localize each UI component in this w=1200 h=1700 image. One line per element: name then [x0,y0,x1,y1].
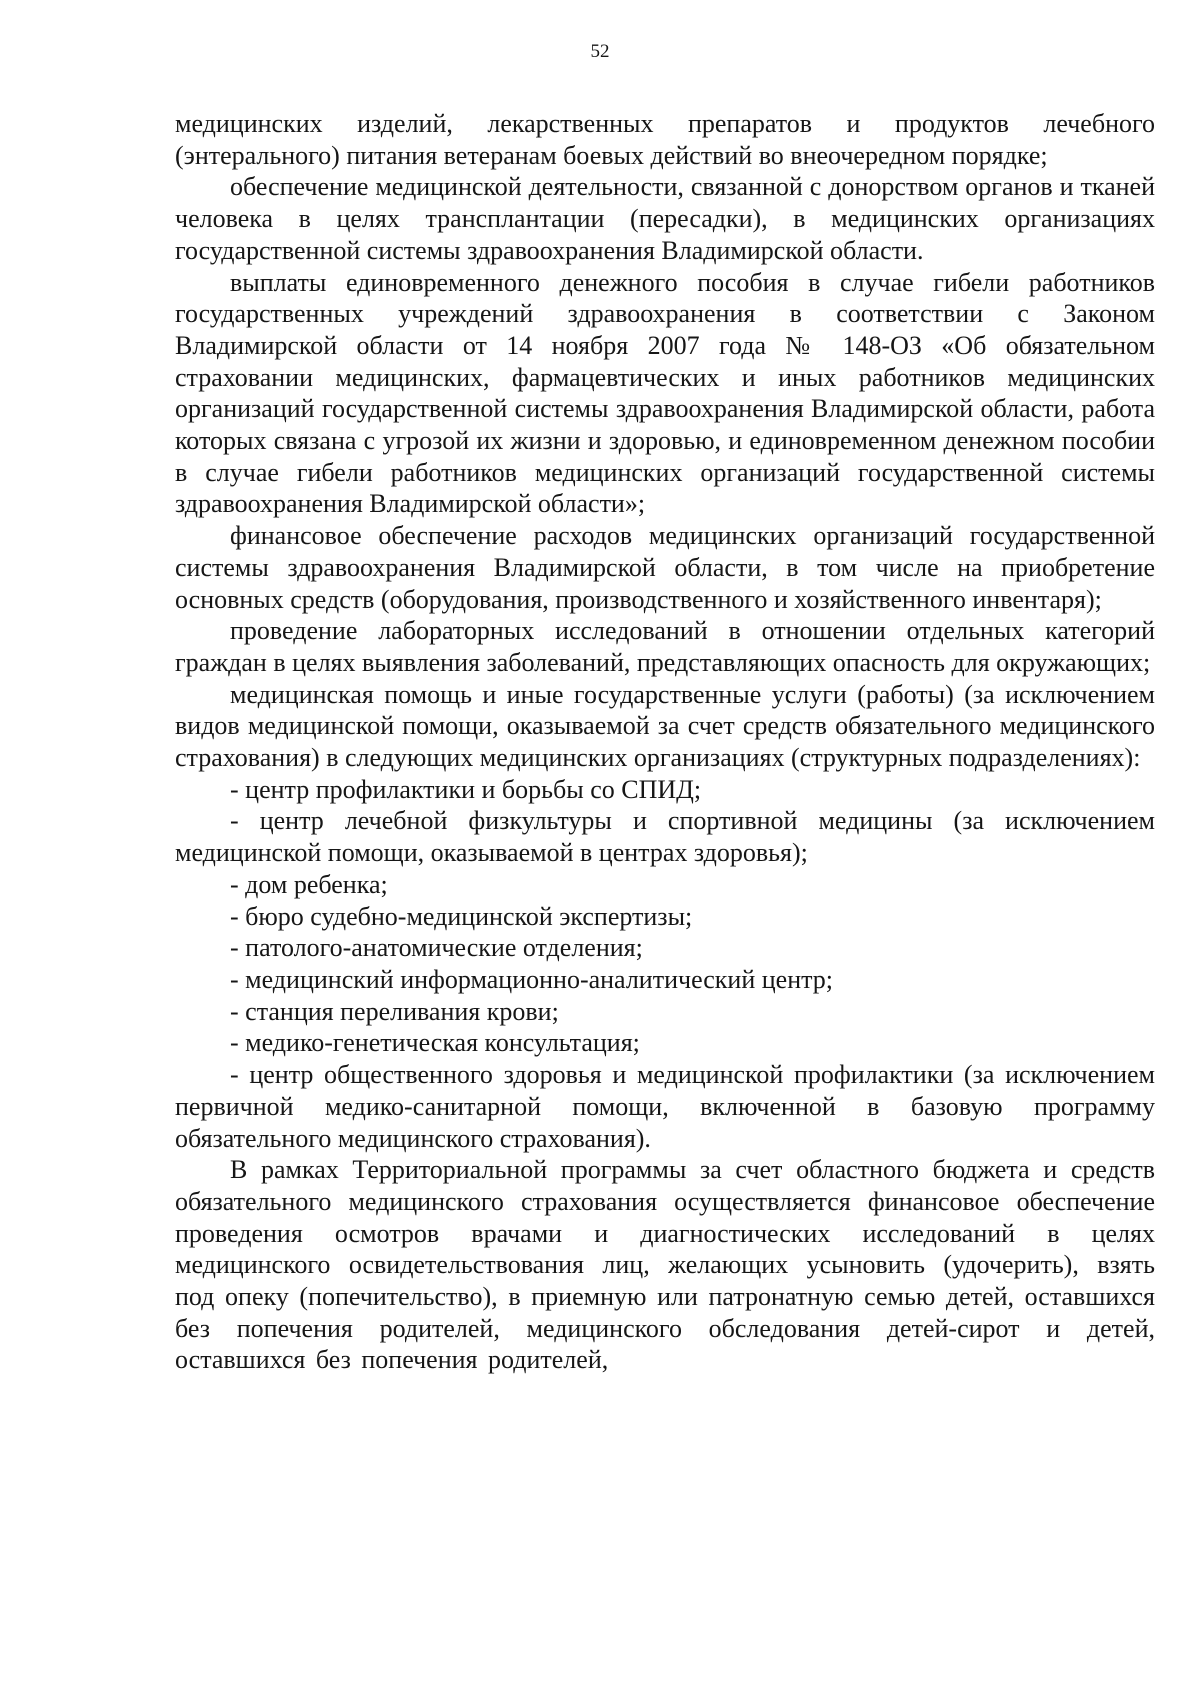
paragraph-3: выплаты единовременного денежного пособия в случае гибели работников государственных учреждений здравоохранения в соответствии с Законом Владимирской области от 14 ноября 2007 года № 148-ОЗ «Об обязательном страховании медицинских, фармацевтических и иных работников медицинских организаций государственной системы здравоохранения Владимирской области, работа которых связана с угрозой их жизни и здоровью, и единовременном денежном пособии в случае гибели работников медицинских организаций государственной системы здравоохранения Владимирской области»; [175,267,1155,519]
page-number: 52 [590,41,610,62]
list-item-information-center: - медицинский информационно-аналитический центр; [230,964,834,994]
paragraph-1: медицинских изделий, лекарственных препаратов и продуктов лечебного (энтерального) питания ветеранам боевых действий во внеочередном порядке; [175,109,1155,170]
list-item-pathology-departments: - патолого-анатомические отделения; [230,933,643,963]
paragraph-territorial-program: В рамках Территориальной программы за счет областного бюджета и средств обязательного медицинского страхования осуществляется финансовое обеспечение проведения осмотров врачами и диагностических исследований в целях медицинского освидетельствования лиц, желающих усыновить (удочерить), взять под опеку (попечительство), в приемную или патронатную семью детей, оставшихся без попечения родителей, медицинского обследования детей-сирот и детей, оставшихся без попечения родителей, [175,1155,1155,1375]
list-item-childrens-home: - дом ребенка; [230,869,388,899]
list-item-physical-therapy-center: - центр лечебной физкультуры и спортивной медицины (за исключением медицинской помощи, оказываемой в центрах здоровья); [175,806,1155,868]
list-item-blood-transfusion-station: - станция переливания крови; [230,996,559,1026]
paragraph-4: финансовое обеспечение расходов медицинских организаций государственной системы здравоохранения Владимирской области, в том числе на приобретение основных средств (оборудования, производственного и хозяйственного инвентаря); [175,521,1155,614]
list-item-forensic-bureau: - бюро судебно-медицинской экспертизы; [230,901,693,931]
paragraph-5: проведение лабораторных исследований в отношении отдельных категорий граждан в целях выявления заболеваний, представляющих опасность для окружающих; [175,616,1155,677]
list-item-public-health-center: - центр общественного здоровья и медицинской профилактики (за исключением первичной медико-санитарной помощи, включенной в базовую программу обязательного медицинского страхования). [175,1060,1155,1153]
list-item-aids-center: - центр профилактики и борьбы со СПИД; [230,774,702,804]
paragraph-6: медицинская помощь и иные государственные услуги (работы) (за исключением видов медицинской помощи, оказываемой за счет средств обязательного медицинского страхования) в следующих медицинских организациях (структурных подразделениях): [175,679,1155,773]
paragraph-2: обеспечение медицинской деятельности, связанной с донорством органов и тканей человека в целях трансплантации (пересадки), в медицинских организациях государственной системы здравоохранения Владимирской области. [175,172,1155,265]
list-item-genetic-consultation: - медико-генетическая консультация; [230,1028,640,1058]
document-body [175,108,1155,1376]
